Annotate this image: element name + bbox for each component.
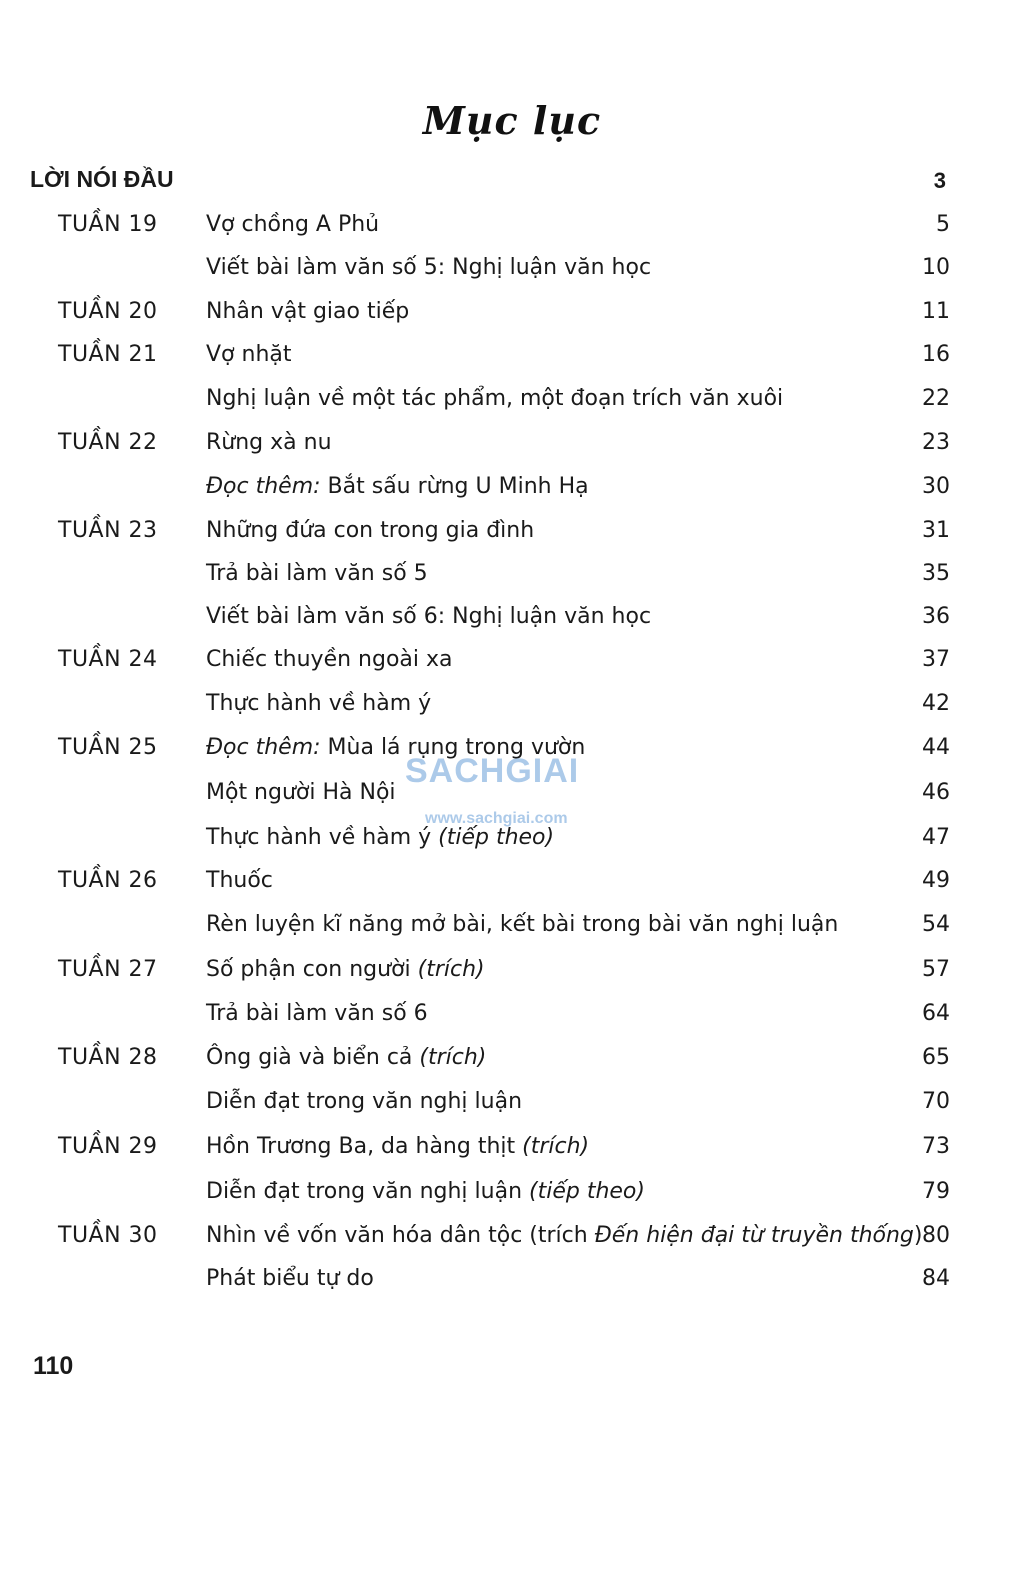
toc-row <box>0 1001 1024 1037</box>
page-number: 65 <box>922 1045 950 1070</box>
entry-title-text: Ông già và biển cả <box>206 1045 420 1070</box>
entry-title-text: Những đứa con trong gia đình <box>206 518 535 543</box>
toc-row <box>0 430 1024 466</box>
entry-title-text: Rừng xà nu <box>206 430 332 455</box>
page-number: 70 <box>922 1089 950 1114</box>
entry-title <box>206 299 409 324</box>
entry-title-text: Trả bài làm văn số 5 <box>206 561 428 586</box>
entry-title <box>206 868 273 893</box>
page-number: 23 <box>922 430 950 455</box>
week-label: TUẦN 27 <box>58 957 158 982</box>
entry-title <box>206 212 379 237</box>
page-title: Mục lục <box>422 98 602 143</box>
entry-title <box>206 430 332 455</box>
page-number: 46 <box>922 780 950 805</box>
page-number: 47 <box>922 825 950 850</box>
week-label: TUẦN 30 <box>58 1223 158 1248</box>
entry-suffix: (trích) <box>419 1045 487 1070</box>
page-number: 37 <box>922 647 950 672</box>
toc-row <box>0 212 1024 248</box>
page-number: 54 <box>922 912 950 937</box>
entry-title <box>206 780 396 805</box>
toc-row <box>0 1179 1024 1215</box>
page-number: 5 <box>936 212 950 237</box>
toc-row <box>0 299 1024 335</box>
toc-row <box>0 604 1024 640</box>
page-number: 73 <box>922 1134 950 1159</box>
toc-row <box>0 1045 1024 1081</box>
watermark <box>405 752 615 842</box>
entry-title-text: Diễn đạt trong văn nghị luận <box>206 1089 523 1114</box>
toc-row <box>0 957 1024 993</box>
entry-title <box>206 474 589 499</box>
week-label: TUẦN 23 <box>58 518 158 543</box>
page-number: 22 <box>922 386 950 411</box>
week-label: TUẦN 20 <box>58 299 158 324</box>
entry-title <box>206 912 838 937</box>
entry-title-text: Hồn Trương Ba, da hàng thịt <box>206 1134 523 1159</box>
entry-title-text: Trả bài làm văn số 6 <box>206 1001 428 1026</box>
toc-row <box>0 912 1024 948</box>
entry-title-text: Viết bài làm văn số 6: Nghị luận văn học <box>206 604 652 629</box>
entry-title-text: Bắt sấu rừng U Minh Hạ <box>320 474 589 499</box>
page-number: 84 <box>922 1266 950 1291</box>
page-number: 42 <box>922 691 950 716</box>
page-number: 64 <box>922 1001 950 1026</box>
entry-title-text: Nghị luận về một tác phẩm, một đoạn trích văn xuôi <box>206 386 784 411</box>
entry-suffix: (tiếp theo) <box>438 825 555 850</box>
entry-title-text: Số phận con người <box>206 957 418 982</box>
entry-title-text: Vợ nhặt <box>206 342 292 367</box>
entry-title <box>206 255 651 280</box>
entry-tail: ) <box>913 1223 923 1248</box>
intro-page-number: 3 <box>933 168 946 193</box>
toc-row <box>0 474 1024 510</box>
entry-prefix: Đọc thêm: <box>206 735 321 760</box>
entry-suffix: (trích) <box>522 1134 590 1159</box>
toc-row <box>0 255 1024 291</box>
page-number: 35 <box>922 561 950 586</box>
toc-row <box>0 1089 1024 1125</box>
entry-title-text: Diễn đạt trong văn nghị luận <box>206 1179 530 1204</box>
entry-title-text: Rèn luyện kĩ năng mở bài, kết bài trong bài văn nghị luận <box>206 912 839 937</box>
entry-title <box>206 1089 522 1114</box>
entry-title-text: Mùa lá rụng trong vườn <box>320 735 586 760</box>
page-number: 30 <box>922 474 950 499</box>
entry-suffix: (tiếp theo) <box>529 1179 645 1204</box>
entry-title <box>206 1001 428 1026</box>
week-label: TUẦN 19 <box>58 212 158 237</box>
week-label: TUẦN 29 <box>58 1134 158 1159</box>
entry-prefix: Đọc thêm: <box>206 474 321 499</box>
week-label: TUẦN 24 <box>58 647 158 672</box>
toc-row <box>0 386 1024 422</box>
week-label: TUẦN 26 <box>58 868 158 893</box>
entry-title-text: Nhìn về vốn văn hóa dân tộc (trích <box>206 1223 595 1248</box>
entry-title-text: Thực hành về hàm ý <box>206 825 439 850</box>
page-number: 49 <box>922 868 950 893</box>
page-number: 31 <box>922 518 950 543</box>
entry-title-text: Phát biểu tự do <box>206 1266 374 1291</box>
footer-page-number: 110 <box>33 1352 74 1380</box>
toc-row <box>0 1266 1024 1302</box>
page-number: 10 <box>922 255 950 280</box>
page-number: 80 <box>922 1223 950 1248</box>
week-label: TUẦN 28 <box>58 1045 158 1070</box>
entry-title <box>206 691 431 716</box>
page-number: 57 <box>922 957 950 982</box>
page-number: 79 <box>922 1179 950 1204</box>
entry-title-text: Thuốc <box>206 868 273 893</box>
toc-row <box>0 868 1024 904</box>
entry-suffix: Đến hiện đại từ truyền thống <box>594 1223 914 1248</box>
week-label: TUẦN 25 <box>58 735 158 760</box>
week-label: TUẦN 22 <box>58 430 158 455</box>
entry-title-text: Nhân vật giao tiếp <box>206 299 410 324</box>
entry-title <box>206 561 428 586</box>
entry-title <box>206 1266 374 1291</box>
entry-title <box>206 647 453 672</box>
watermark-url: www.sachgiai.com <box>425 810 568 827</box>
toc-row <box>0 342 1024 378</box>
entry-title-text: Chiếc thuyền ngoài xa <box>206 647 453 672</box>
entry-title <box>206 1179 645 1204</box>
entry-title <box>206 1045 486 1070</box>
entry-title-text: Thực hành về hàm ý <box>206 691 432 716</box>
toc-row <box>0 647 1024 683</box>
entry-title <box>206 957 485 982</box>
entry-title <box>206 1223 923 1248</box>
watermark-brand: SACHGIAI <box>405 752 580 790</box>
toc-row <box>0 518 1024 554</box>
entry-title <box>206 386 783 411</box>
entry-title-text: Một người Hà Nội <box>206 780 396 805</box>
entry-title <box>206 518 534 543</box>
toc-row <box>0 691 1024 727</box>
entry-suffix: (trích) <box>417 957 485 982</box>
entry-title <box>206 604 651 629</box>
toc-row <box>0 1223 1024 1259</box>
entry-title <box>206 342 292 367</box>
week-label: TUẦN 21 <box>58 342 158 367</box>
intro-label: LỜI NÓI ĐẦU <box>30 166 174 192</box>
page-number: 44 <box>922 735 950 760</box>
toc-row <box>0 561 1024 597</box>
entry-title <box>206 1134 589 1159</box>
page-number: 36 <box>922 604 950 629</box>
entry-title-text: Vợ chồng A Phủ <box>206 212 380 237</box>
page-number: 11 <box>922 299 950 324</box>
toc-row <box>0 1134 1024 1170</box>
entry-title-text: Viết bài làm văn số 5: Nghị luận văn học <box>206 255 652 280</box>
page-number: 16 <box>922 342 950 367</box>
